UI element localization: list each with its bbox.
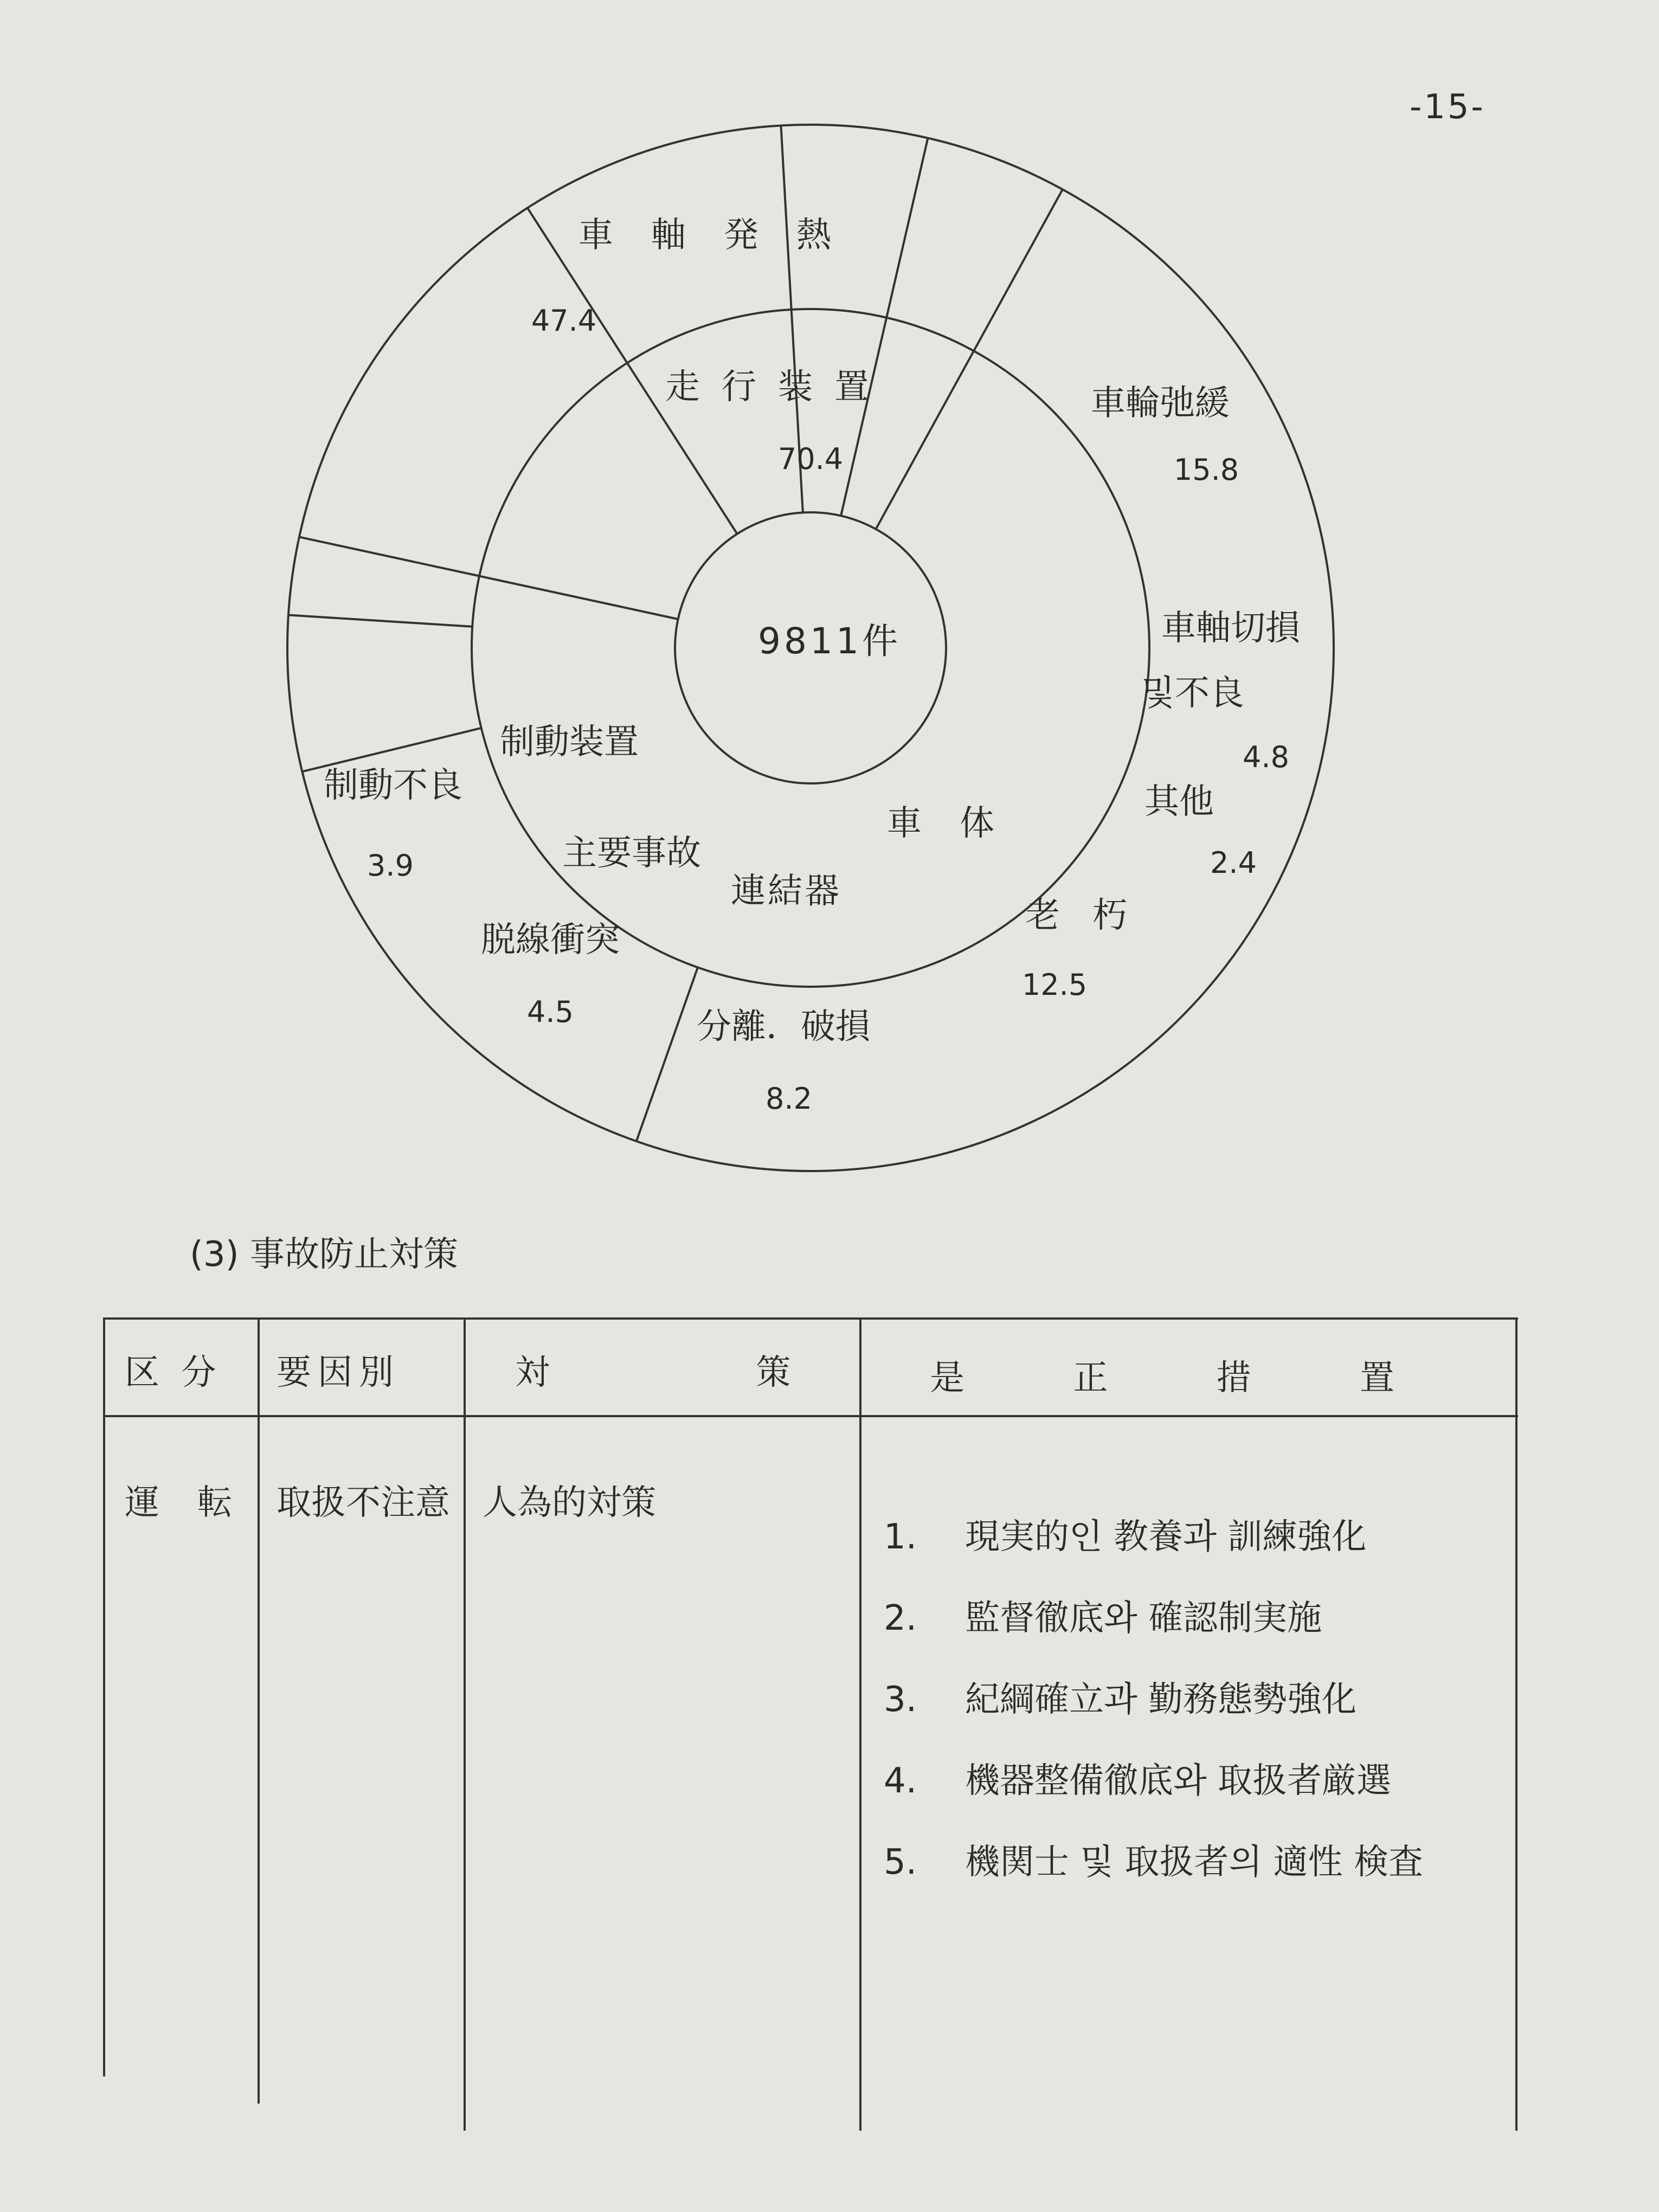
outer-segment-label: 車軸発熱 (578, 215, 869, 255)
outer-segment-value: 3.9 (367, 848, 414, 883)
outer-segment-divider (288, 615, 472, 626)
column-divider-2 (258, 1317, 260, 2104)
inner-segment-divider (792, 310, 803, 512)
outer-segment-value: 4.5 (527, 995, 574, 1029)
outer-segment-label: 車軸切損 (1161, 608, 1300, 648)
header-factor: 要因別 (276, 1353, 400, 1393)
item-number: 3. (884, 1680, 917, 1720)
row-factor: 取扱不注意 (276, 1483, 450, 1523)
section-heading: (3) 事故防止対策 (190, 1234, 458, 1275)
outer-segment-label: 老朽 (1025, 896, 1160, 936)
outer-segment-label: 其他 (1144, 782, 1214, 822)
outer-segment-value: 8.2 (766, 1082, 812, 1116)
item-number: 5. (884, 1842, 917, 1882)
inner-segment-divider (841, 318, 886, 516)
inner-segment-label: 制動装置 (500, 722, 639, 762)
item-text: 現実的인 教養과 訓練強化 (965, 1517, 1367, 1557)
outer-segment-value: 47.4 (531, 304, 597, 338)
outer-segment-value: 12.5 (1021, 968, 1088, 1002)
inner-segment-label: 走行装置 (665, 367, 891, 407)
item-number: 2. (884, 1598, 917, 1638)
item-text: 監督徹底와 確認制実施 (965, 1598, 1322, 1638)
corrective-action-item (878, 1822, 1507, 1903)
table-top-border (103, 1317, 1518, 1320)
header-measure: 対 策 (515, 1353, 791, 1393)
outer-segment-divider (886, 138, 928, 318)
outer-segment-divider (636, 967, 698, 1141)
item-text: 機器整備徹底와 取扱者厳選 (965, 1761, 1392, 1801)
inner-segment-label: 連結器 (731, 871, 841, 911)
corrective-action-item (878, 1659, 1507, 1740)
outer-segment-value: 4.8 (1243, 740, 1289, 774)
outer-segment-label: 車輪弛緩 (1091, 383, 1230, 423)
corrective-action-item (878, 1496, 1507, 1578)
corrective-action-item (878, 1740, 1507, 1822)
item-number: 1. (884, 1517, 917, 1557)
header-category: 区 分 (125, 1353, 222, 1393)
corrective-action-item (878, 1578, 1507, 1659)
outer-segment-divider (299, 537, 479, 576)
corrective-action-list (878, 1496, 1507, 1903)
column-divider-4 (859, 1317, 861, 2131)
header-corrective-actions: 是 正 措 置 (930, 1358, 1395, 1398)
column-divider-5 (1515, 1317, 1517, 2131)
header-bottom-border (103, 1415, 1518, 1417)
outer-segment-value: 2.4 (1210, 846, 1257, 880)
inner-segment-label: 主要事故 (562, 833, 701, 873)
inner-segment-value: 70.4 (777, 442, 844, 476)
outer-segment-label-line2: 및不良 (1141, 673, 1244, 713)
item-number: 4. (884, 1761, 917, 1801)
center-total-label: 9811件 (758, 620, 901, 662)
row-category: 運 転 (125, 1483, 233, 1523)
outer-segment-value: 15.8 (1173, 453, 1239, 487)
column-divider-1 (103, 1317, 105, 2076)
item-text: 機関士 및 取扱者의 適性 検査 (965, 1842, 1424, 1882)
page-number: -15- (1410, 87, 1486, 126)
inner-segment-label: 車体 (887, 803, 1032, 844)
outer-segment-divider (974, 189, 1063, 351)
column-divider-3 (464, 1317, 466, 2131)
item-text: 紀綱確立과 勤務態勢強化 (965, 1680, 1357, 1720)
outer-segment-label: 制動不良 (324, 766, 462, 806)
outer-segment-label: 分離．破損 (697, 1007, 870, 1047)
row-measure: 人為的対策 (483, 1483, 656, 1523)
outer-segment-label: 脱線衝突 (481, 920, 620, 960)
inner-segment-divider (479, 576, 678, 619)
